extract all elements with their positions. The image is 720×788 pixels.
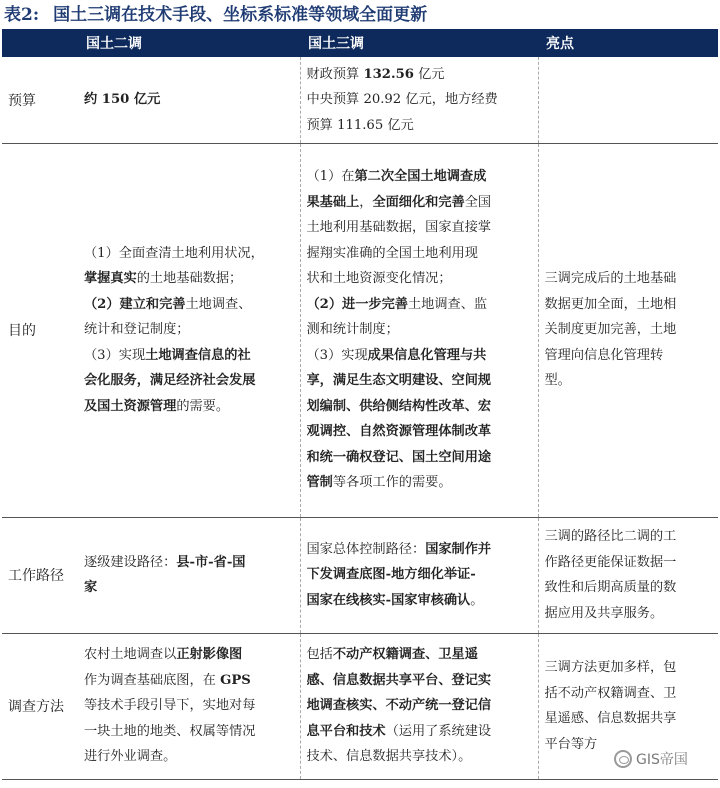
text-line	[307, 241, 535, 267]
text-line	[307, 419, 535, 445]
text-line	[307, 537, 535, 563]
bold-text: 国家制作并	[425, 541, 492, 557]
header-cell-corner	[2, 29, 78, 57]
text-line	[84, 368, 297, 394]
bold-text: 约 150 亿元	[84, 92, 161, 107]
bold-text: 划编制、供给侧结构性改革、宏	[306, 398, 492, 414]
text-line	[307, 113, 535, 139]
cell-second-survey	[78, 517, 300, 633]
text: 三调完成后的土地基础	[544, 271, 677, 287]
text: 进行外业调查。	[84, 749, 177, 765]
text-line	[307, 394, 535, 420]
text-line	[84, 693, 297, 719]
text: 等各项工作的需要。	[332, 475, 452, 491]
wechat-icon	[614, 750, 632, 768]
table-row-budget	[2, 57, 718, 143]
text: 土地调查、	[185, 296, 252, 312]
bold-text: 下发调查底图-地方细化举证-	[306, 567, 476, 583]
text: （1）在	[306, 169, 355, 185]
text-line	[307, 668, 535, 694]
text-line	[307, 190, 535, 216]
bold-text: 土地调查信息的社	[145, 347, 251, 363]
text-line	[84, 317, 297, 343]
row-label: 工作路径	[2, 517, 78, 633]
text: 据应用及共享服务。	[544, 605, 664, 621]
text-line	[545, 317, 716, 343]
text-line	[307, 62, 535, 88]
bold-text: 全面细化和完善	[372, 194, 465, 210]
bold-text: 和统一确权登记、国土空间用途	[306, 449, 492, 465]
text: 致性和后期高质量的数	[544, 580, 677, 595]
text-line	[307, 266, 535, 292]
row-label: 预算	[2, 57, 78, 143]
cell-highlight	[538, 143, 718, 517]
bold-text: 县-市-省-国	[176, 554, 246, 570]
text: （运用了系统建设	[385, 723, 492, 739]
text: 技术、信息数据共享技术）。	[306, 749, 472, 765]
text-line	[545, 292, 716, 318]
bold-text: 第二次全国土地调查成	[354, 169, 487, 185]
text: 中央预算 20.92 亿元，地方经费	[306, 92, 498, 107]
text-line	[307, 445, 535, 471]
text: 状和土地资源变化情况；	[306, 271, 452, 287]
text: （3）实现	[84, 347, 146, 363]
text: （3）实现	[306, 347, 368, 363]
bold-text: GPS	[220, 672, 251, 688]
bold-text: 观调控、自然资源管理体制改革	[306, 424, 492, 440]
text-line	[307, 693, 535, 719]
text-line	[84, 87, 297, 113]
bold-text: 感、信息数据共享平台、登记实	[306, 672, 492, 688]
text: 全国	[464, 194, 492, 210]
bold-text: 正射影像图	[176, 647, 243, 663]
text: 的土地基础数据；	[136, 271, 243, 287]
cell-third-survey	[300, 143, 538, 517]
text: 预算 111.65 亿元	[306, 117, 414, 133]
text: 等技术手段引导下，实地对每	[84, 698, 256, 714]
text: 三调方法更加多样，包	[544, 660, 677, 675]
text-line	[84, 575, 297, 601]
bold-text: 132.56	[363, 66, 414, 82]
text: 三调的路径比二调的工	[544, 529, 677, 544]
text-line	[545, 681, 716, 707]
text-line	[307, 470, 535, 496]
table-caption	[4, 2, 716, 28]
text-line	[545, 550, 716, 576]
text-line	[307, 368, 535, 394]
text-line	[307, 642, 535, 668]
text: 括不动产权籍调查、卫	[544, 685, 677, 701]
text: 星遥感、信息数据共享	[544, 711, 677, 726]
bold-text: 享，满足生态文明建设、空间规	[306, 373, 492, 389]
text: 作路径更能保证数据一	[544, 554, 677, 570]
text-line	[307, 317, 535, 343]
text: （1）全面查清土地利用状况，	[84, 245, 264, 261]
text-line	[307, 215, 535, 241]
text: 型。	[544, 373, 571, 389]
bold-text: 息平台和技术	[306, 723, 386, 739]
text-line	[84, 292, 297, 318]
text-line	[84, 266, 297, 292]
bold-text: 不动产权籍调查、卫星遥	[332, 647, 478, 663]
text: 土地利用基础数据，国家直接掌	[306, 220, 492, 236]
text-line	[307, 744, 535, 770]
bold-text: 果基础上	[306, 194, 360, 210]
text-line	[307, 87, 535, 113]
text: 一块土地的地类、权属等情况	[84, 723, 256, 739]
table-row-purpose	[2, 143, 718, 517]
table-header-row	[2, 29, 718, 57]
table-number: 表2:	[4, 5, 40, 25]
bold-text: 掌握真实	[84, 271, 137, 287]
bold-text: （2）进一步完善	[306, 296, 408, 312]
cell-second-survey	[78, 633, 300, 779]
text-line	[307, 588, 535, 614]
text-line	[545, 343, 716, 369]
text: 农村土地调查以	[84, 647, 177, 663]
text-line	[84, 394, 297, 420]
text-line	[545, 368, 716, 394]
row-label: 调查方法	[2, 633, 78, 779]
text-line	[84, 343, 297, 369]
bold-text: 地调查核实、不动产统一登记信	[306, 698, 492, 714]
header-cell-second-survey: 国土二调	[78, 29, 300, 57]
cell-third-survey	[300, 57, 538, 143]
text: 财政预算	[306, 66, 364, 82]
text: 统计和登记制度；	[84, 322, 190, 338]
text-line	[84, 719, 297, 745]
text-line	[545, 655, 716, 681]
bold-text: （2）建立和完善	[84, 296, 186, 312]
bold-text: 及国土资源管理	[84, 398, 177, 414]
text: 作为调查基础底图，在	[84, 672, 221, 688]
cell-third-survey	[300, 633, 538, 779]
header-cell-highlights: 亮点	[538, 29, 718, 57]
text-line	[84, 642, 297, 668]
text: 测和统计制度；	[306, 322, 399, 338]
text-line	[84, 241, 297, 267]
text: ，	[359, 194, 373, 210]
text-line	[84, 744, 297, 770]
text: 管理向信息化管理转	[544, 347, 664, 363]
text-line	[307, 719, 535, 745]
bold-text: 家	[84, 580, 98, 595]
text-line	[545, 266, 716, 292]
text: 数据更加全面，土地相	[544, 296, 677, 312]
table-row-work-path	[2, 517, 718, 633]
text-line	[84, 550, 297, 576]
text-line	[545, 524, 716, 550]
watermark	[614, 746, 718, 772]
text: 的需要。	[176, 398, 230, 414]
bold-text: 会化服务，满足经济社会发展	[84, 373, 256, 389]
text: 亿元	[413, 66, 445, 82]
text: 。	[470, 592, 484, 608]
text: 包括	[306, 647, 333, 663]
cell-second-survey	[78, 57, 300, 143]
cell-highlight	[538, 517, 718, 633]
text-line	[307, 292, 535, 318]
text: 逐级建设路径：	[84, 554, 177, 570]
cell-highlight	[538, 57, 718, 143]
text: 关制度更加完善，土地	[544, 322, 677, 338]
cell-third-survey	[300, 517, 538, 633]
bold-text: 管制	[306, 475, 333, 491]
row-label: 目的	[2, 143, 78, 517]
bold-text: 国家在线核实-国家审核确认	[306, 592, 471, 608]
text-line	[545, 601, 716, 627]
text: 国家总体控制路径：	[306, 541, 426, 557]
watermark-text: GIS帝国	[636, 752, 688, 768]
cell-second-survey	[78, 143, 300, 517]
comparison-table	[2, 29, 718, 780]
text-line	[545, 575, 716, 601]
text-line	[307, 164, 535, 190]
bold-text: 成果信息化管理与共	[367, 347, 487, 363]
table-row-method	[2, 633, 718, 779]
table-title: 国土三调在技术手段、坐标系标准等领域全面更新	[53, 5, 428, 25]
text-line	[545, 706, 716, 732]
text-line	[307, 562, 535, 588]
text: 握翔实准确的全国土地利用现	[306, 245, 478, 261]
text: 土地调查、监	[408, 296, 488, 312]
text: 平台等方	[544, 736, 598, 752]
text-line	[84, 668, 297, 694]
header-cell-third-survey: 国土三调	[300, 29, 538, 57]
text-line	[307, 343, 535, 369]
